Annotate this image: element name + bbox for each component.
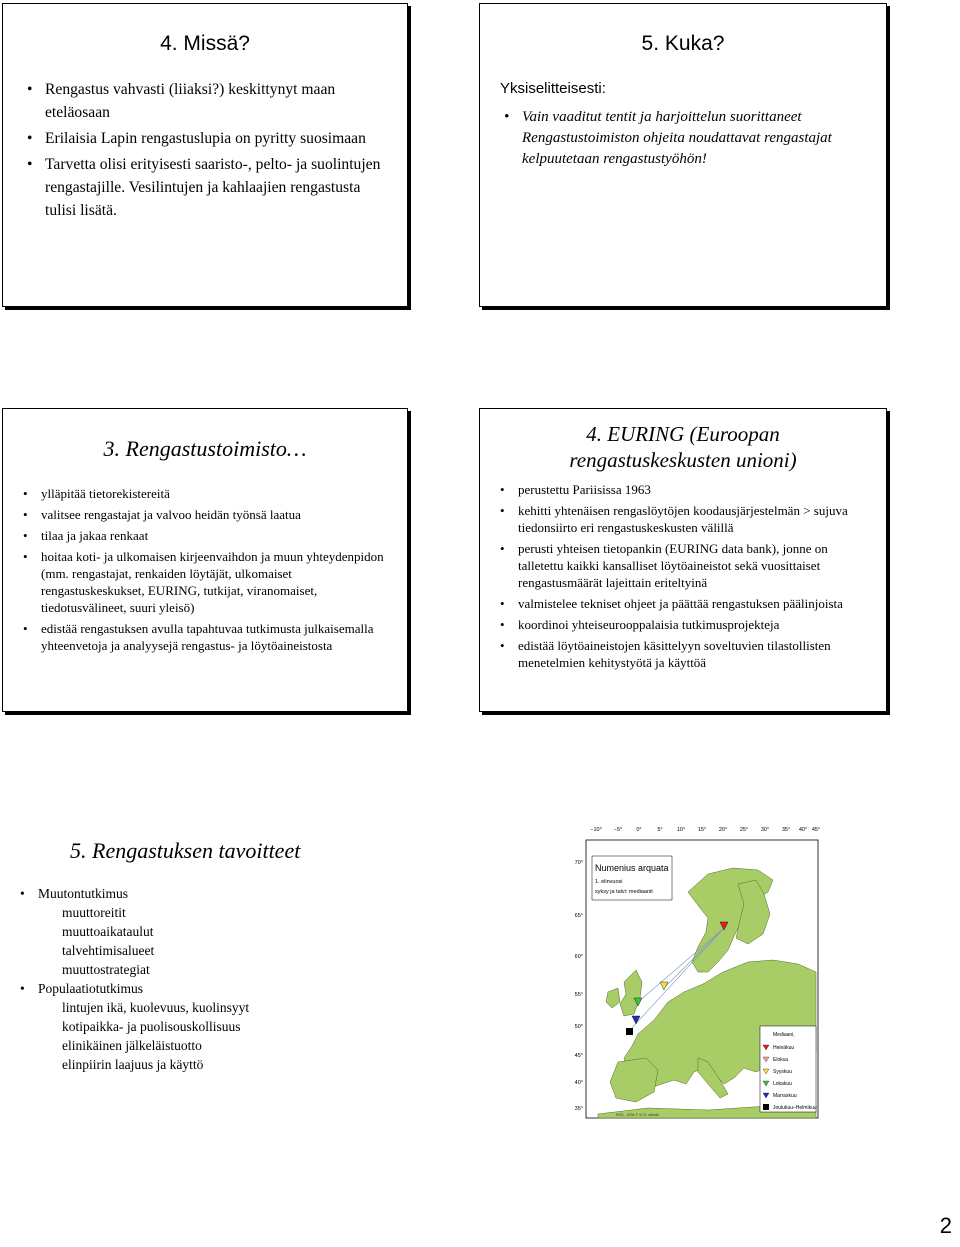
tick-label: −5° [613,827,623,833]
tick-label: 20° [718,827,728,833]
bullet-list [23,78,393,225]
title-line: 4. EURING (Euroopan [586,422,780,446]
tick-label: 50° [574,1024,583,1030]
info-line: 1. elinvuosi [595,879,623,885]
tick-label: 40° [574,1080,583,1086]
list-item: • valmistelee tekniset ohjeet ja päättää rengastuksen päälinjoista [496,595,872,612]
list-item: elinpiirin laajuus ja käyttö [62,1057,204,1072]
list-item: muuttoreitit [62,905,126,920]
info-line: syksy ja talvi: mediaanit [595,889,653,895]
slide-title: 4. Missä? [160,32,250,55]
sub-list [38,903,249,979]
legend-label: Mediaani, [773,1032,795,1038]
list-item: • perustettu Pariisissa 1963 [496,481,872,498]
tick-label: 15° [697,827,707,833]
legend-label: Joulukuu–Helmikuu [773,1105,817,1111]
bullet-list [500,107,870,170]
tick-label: 55° [574,992,583,998]
slide-title [480,421,886,473]
list-item: • Erilaisia Lapin rengastuslupia on pyritty suosimaan [23,127,393,150]
page-number: 2 [939,1213,952,1238]
tick-label: 10° [676,827,686,833]
legend-label: Heinäkuu [773,1045,795,1051]
list-item: lintujen ikä, kuolevuus, kuolinsyyt [62,1000,250,1015]
tick-label: 25° [739,827,749,833]
list-item: elinikäinen jälkeläistuotto [62,1038,202,1053]
list-item: • Vain vaaditut tentit ja harjoittelun suorittaneet Rengastustoimiston ohjeita noudattavat rengastajat kelpuutetaan rengastustyöhön! [500,107,870,170]
tick-label: 35° [574,1106,583,1112]
marker-winter [626,1028,633,1035]
list-item: kotipaikka- ja puolisouskollisuus [62,1019,241,1034]
list-item [20,979,249,1074]
list-item: • kehitti yhtenäisen rengaslöytöjen koodausjärjestelmän > sujuva tiedonsiirto eri rengastuskeskusten välillä [496,502,872,536]
list-item: • ylläpitää tietorekistereitä [19,485,393,502]
legend-swatch [763,1104,769,1110]
list-item: • edistää rengastuksen avulla tapahtuvaa tutkimusta julkaisemalla yhteenvetoja ja analyysejä rengastus- ja löytöaineistosta [19,620,393,654]
tick-label: 30° [760,827,770,833]
list-item [20,884,249,979]
tick-label: 40° [798,827,808,833]
tick-label: 60° [574,954,583,960]
slide-who [479,3,887,307]
slide-where [2,3,408,307]
goals-list [20,884,249,1074]
migration-map [558,822,820,1124]
legend-label: Syyskuu [773,1069,792,1075]
tick-label: 70° [574,860,583,866]
list-item: talvehtimisalueet [62,943,155,958]
list-item: • valitsee rengastajat ja valvoo heidän työnsä laatua [19,506,393,523]
list-item: • hoitaa koti- ja ulkomaisen kirjeenvaihdon ja muun yhteydenpidon (mm. rengastajat, renkaiden löytäjät, ulkomaiset rengastuskeskukset, EURING, tutkijat, viranomaiset, tiedotusvälineet, suuri yleisö) [19,548,393,616]
legend-label: Lokakuu [773,1081,792,1087]
list-item: • edistää löytöaineistojen käsittelyyn soveltuvien tilastollisten menetelmien kehitystyötä ja käyttöä [496,637,872,671]
bullet-list [19,485,393,658]
legend-label: Marraskuu [773,1093,797,1099]
bullet-list [496,481,872,675]
tick-label: −10° [590,827,602,833]
list-item: • koordinoi yhteiseurooppalaisia tutkimusprojekteja [496,616,872,633]
list-item: • Rengastus vahvasti (liiaksi?) keskittynyt maan eteläosaan [23,78,393,124]
tick-label: 35° [781,827,791,833]
species-name: Numenius arquata [595,863,669,873]
group-label: Muutontutkimus [38,886,129,901]
slide-ringing-goals-title: 5. Rengastuksen tavoitteet [70,838,301,863]
list-item: • Tarvetta olisi erityisesti saaristo-, pelto- ja suolintujen rengastajille. Vesilintujen ja kahlaajien rengastusta tulisi lisätä. [23,153,393,222]
map-footnote: RGS - 2004 © VLTL ratmak [616,1113,659,1117]
tick-label: 45° [811,827,820,833]
list-item: muuttoaikataulut [62,924,154,939]
title-line: rengastuskeskusten unioni) [569,448,797,472]
list-item: • tilaa ja jakaa renkaat [19,527,393,544]
legend-label: Elokuu [773,1057,789,1063]
tick-label: 0° [636,827,642,833]
list-item: muuttostrategiat [62,962,150,977]
slide-title: 3. Rengastustoimisto… [103,436,307,461]
tick-label: 45° [574,1053,583,1059]
list-item: • perusti yhteisen tietopankin (EURING data bank), jonne on talletettu kaikki kansalliset löytöaineistot sekä vuosittaiset rengastusmäärät lajeittain eriteltyinä [496,540,872,591]
slide-euring [479,408,887,712]
slide-ringing-office [2,408,408,712]
tick-label: 5° [657,827,663,833]
tick-label: 65° [574,913,583,919]
intro-text: Yksiselitteisesti: [500,80,606,97]
slide-title: 5. Kuka? [641,32,725,55]
group-label: Populaatiotutkimus [38,981,144,996]
sub-list [38,998,249,1074]
